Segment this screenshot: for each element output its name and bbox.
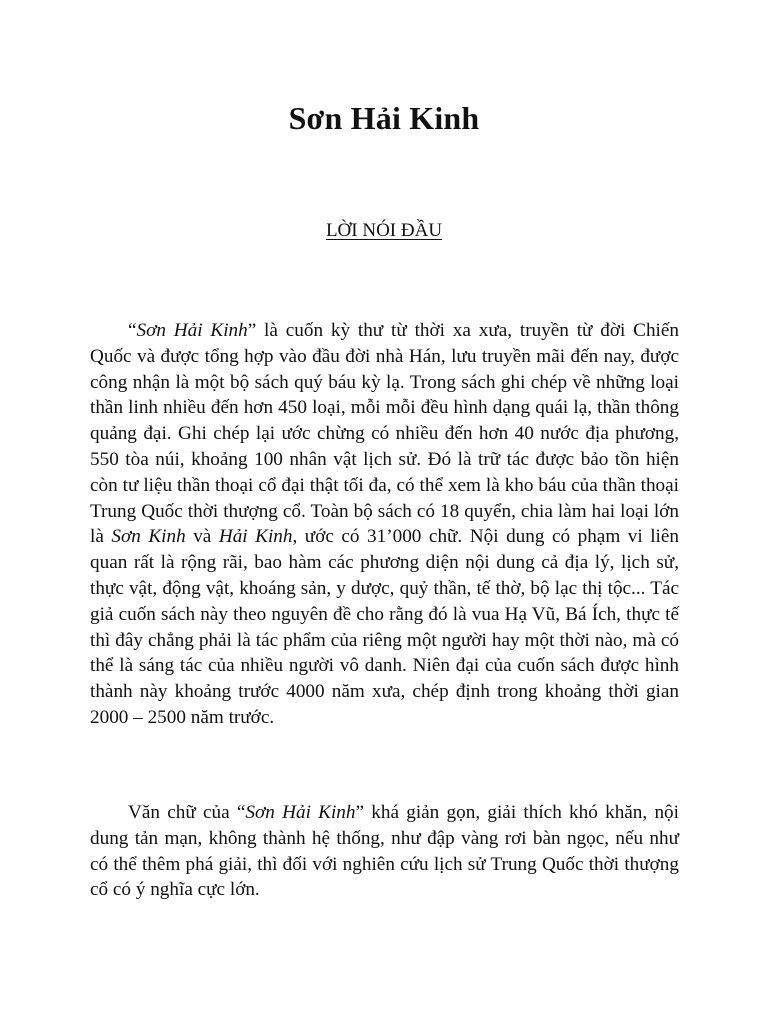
paragraph-2-text-b: ” khá giản gọn, giải thích khó khăn, nội dung tản mạn, không thành hệ thống, như đập vàng rơi bàn ngọc, nếu như có thể thêm phá giải, thì đối với nghiên cứu lịch sử Trung Quốc thời thượng cổ có ý nghĩa cực lớn. xyxy=(90,802,679,901)
paragraph-1 xyxy=(90,318,679,731)
hai-kinh-italic: Hải Kinh xyxy=(218,526,293,548)
paragraph-1-text-c: , ước có 31’000 chữ. Nội dung có phạm vi liên quan rất là rộng rãi, bao hàm các phương diện nội dung cả địa lý, lịch sử, thực vật, động vật, khoáng sản, y dược, quỷ thần, tế thờ, bộ lạc thị tộc... Tác giả cuốn sách này theo nguyên đề cho rằng đó là vua Hạ Vũ, Bá Ích, thực tế thì đây chẳng phải là tác phẩm của riêng một người hay một thời nào, mà có thể là sáng tác của nhiều người vô danh. Niên đại của cuốn sách được hình thành này khoảng trước 4000 năm xưa, chép định trong khoảng thời gian 2000 – 2500 năm trước. xyxy=(90,526,679,728)
book-title-italic: Sơn Hải Kinh xyxy=(136,320,248,341)
section-heading xyxy=(0,220,768,242)
open-quote: “ xyxy=(128,320,137,341)
paragraph-1-text-b: và xyxy=(185,526,219,548)
paragraph-2 xyxy=(90,800,679,903)
son-kinh-italic: Sơn Kinh xyxy=(111,526,186,548)
paragraph-1-text-a: ” là cuốn kỳ thư từ thời xa xưa, truyền từ đời Chiến Quốc và được tổng hợp vào đầu đời nhà Hán, lưu truyền mãi đến nay, được công nhận là một bộ sách quý báu kỳ lạ. Trong sách ghi chép về những loại thần linh nhiều đến hơn 450 loại, mỗi mỗi đều hình dạng quái lạ, thần thông quảng đại. Ghi chép lại ước chừng có nhiều đến hơn 40 nước địa phương, 550 tòa núi, khoảng 100 nhân vật lịch sử. Đó là trữ tác được bảo tồn hiện còn tư liệu thần thoại cổ đại thật tối đa, có thể xem là kho báu của thần thoại Trung Quốc thời thượng cổ. Toàn bộ sách có 18 quyển, chia làm hai loại lớn là xyxy=(90,320,680,548)
section-heading-text: LỜI NÓI ĐẦU xyxy=(325,220,443,241)
book-title-italic-2: Sơn Hải Kinh xyxy=(245,802,356,823)
paragraph-2-text-a: Văn chữ của “ xyxy=(128,802,246,823)
page-title: Sơn Hải Kinh xyxy=(288,100,480,136)
